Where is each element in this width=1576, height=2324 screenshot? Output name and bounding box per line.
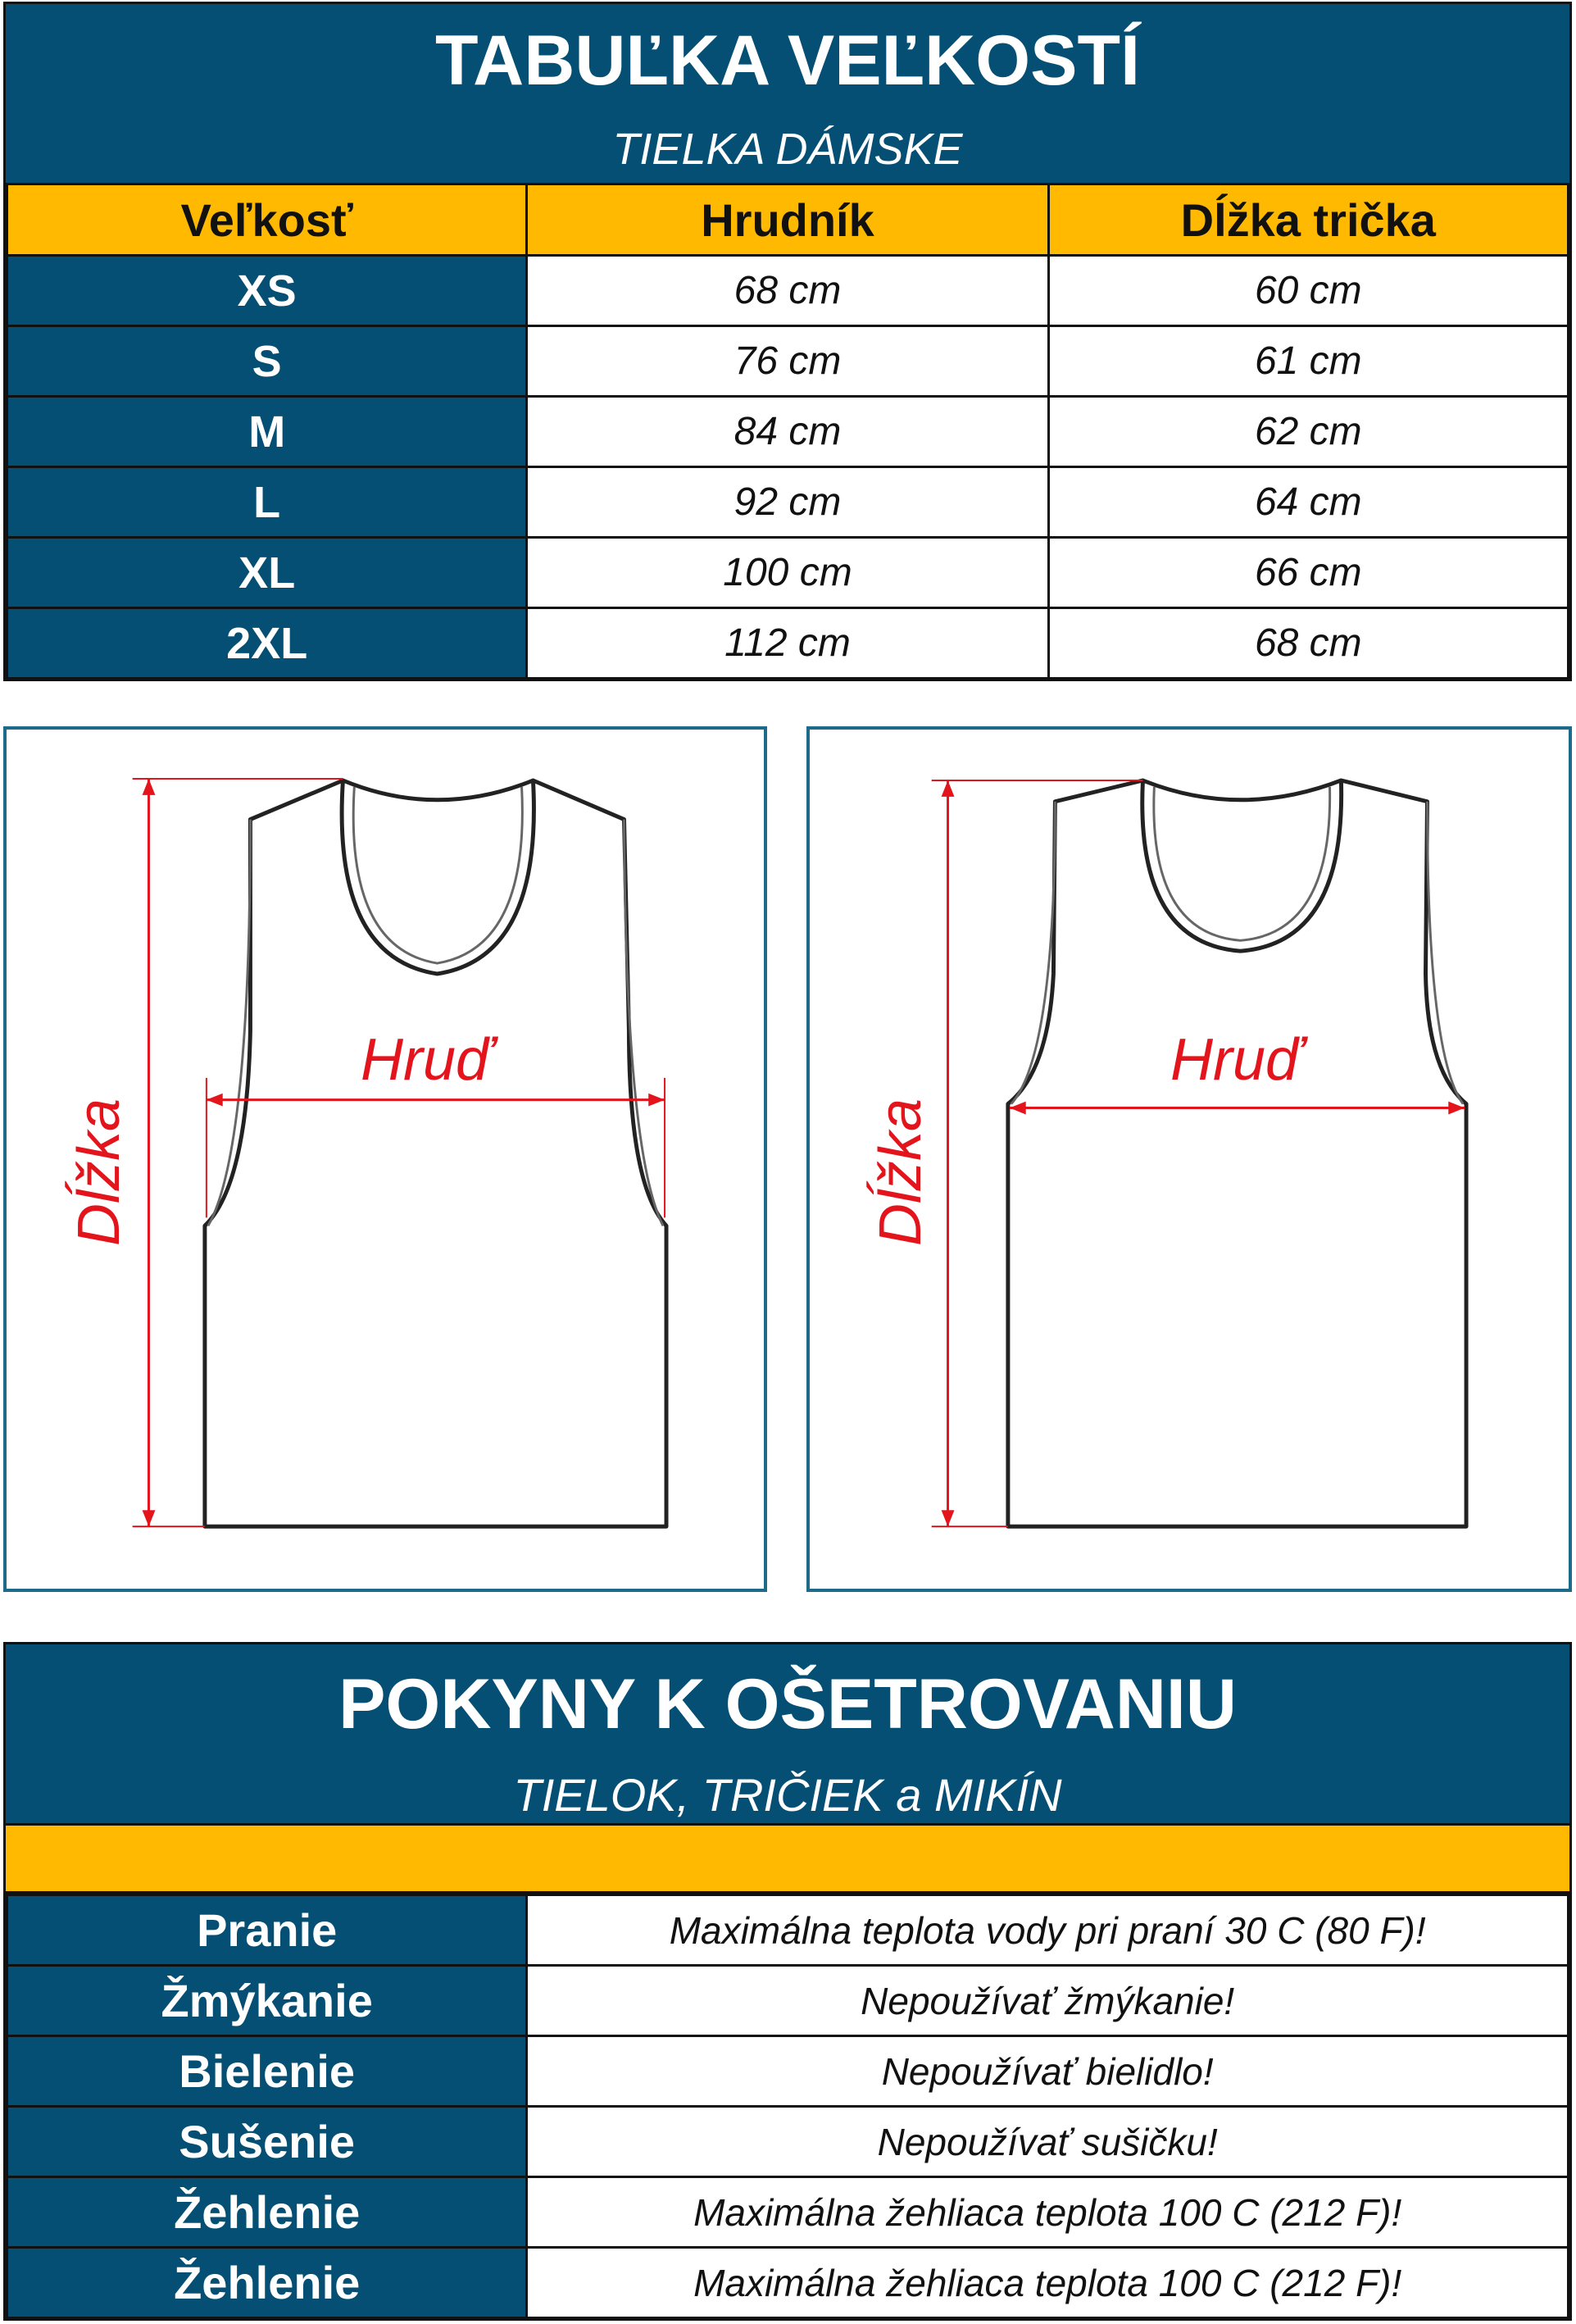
chest-cell: 100 cm [527, 538, 1048, 608]
length-cell: 66 cm [1048, 538, 1568, 608]
table-row [7, 256, 1569, 326]
chest-cell: 92 cm [527, 467, 1048, 538]
size-chart [3, 2, 1572, 681]
size-cell: L [7, 467, 527, 538]
care-label: Žehlenie [7, 2248, 527, 2318]
chest-cell: 112 cm [527, 608, 1048, 679]
length-cell: 60 cm [1048, 256, 1568, 326]
size-chart-title: TABUĽKA VEĽKOSTÍ [435, 21, 1140, 100]
size-cell: S [7, 326, 527, 397]
chest-cell: 84 cm [527, 397, 1048, 467]
table-row [7, 1966, 1569, 2036]
column-header-size: Veľkosť [7, 184, 527, 256]
care-subtitle: TIELOK, TRIČIEK a MIKÍN [513, 1769, 1062, 1821]
care-label: Žmýkanie [7, 1966, 527, 2036]
size-chart-subtitle: TIELKA DÁMSKE [612, 125, 963, 174]
care-text: Nepoužívať žmýkanie! [527, 1966, 1569, 2036]
chest-cell: 68 cm [527, 256, 1048, 326]
care-text: Maximálna žehliaca teplota 100 C (212 F)! [527, 2177, 1569, 2248]
table-row [7, 2177, 1569, 2248]
table-row [7, 1895, 1569, 1966]
length-cell: 61 cm [1048, 326, 1568, 397]
care-header [6, 1644, 1569, 1823]
size-table-header-row [7, 184, 1569, 256]
care-label: Žehlenie [7, 2177, 527, 2248]
length-cell: 62 cm [1048, 397, 1568, 467]
care-title: POKYNY K OŠETROVANIU [338, 1665, 1237, 1744]
chest-label: Hruď [361, 1027, 493, 1093]
tank-diagram-racer [806, 726, 1572, 1592]
table-row [7, 467, 1569, 538]
table-row [7, 2107, 1569, 2177]
table-row [7, 538, 1569, 608]
care-text: Nepoužívať sušičku! [527, 2107, 1569, 2177]
care-label: Pranie [7, 1895, 527, 1966]
length-label: Dĺžka [66, 1098, 132, 1246]
length-label: Dĺžka [868, 1098, 933, 1246]
care-table [6, 1894, 1569, 2319]
size-chart-header [6, 4, 1569, 183]
care-instructions [3, 1642, 1572, 2321]
size-cell: XL [7, 538, 527, 608]
size-cell: 2XL [7, 608, 527, 679]
size-cell: M [7, 397, 527, 467]
table-row [7, 397, 1569, 467]
column-header-length: Dĺžka trička [1048, 184, 1568, 256]
size-table [6, 183, 1569, 680]
size-cell: XS [7, 256, 527, 326]
chest-label: Hruď [1170, 1027, 1303, 1093]
care-text: Maximálna teplota vody pri praní 30 C (80 F)! [527, 1895, 1569, 1966]
table-row [7, 608, 1569, 679]
care-label: Sušenie [7, 2107, 527, 2177]
tank-diagram-wide [3, 726, 767, 1592]
table-row [7, 2248, 1569, 2318]
column-header-chest: Hrudník [527, 184, 1048, 256]
table-row [7, 326, 1569, 397]
care-divider-bar [6, 1823, 1569, 1894]
care-label: Bielenie [7, 2036, 527, 2107]
length-cell: 68 cm [1048, 608, 1568, 679]
chest-cell: 76 cm [527, 326, 1048, 397]
care-text: Maximálna žehliaca teplota 100 C (212 F)! [527, 2248, 1569, 2318]
table-row [7, 2036, 1569, 2107]
length-cell: 64 cm [1048, 467, 1568, 538]
care-text: Nepoužívať bielidlo! [527, 2036, 1569, 2107]
